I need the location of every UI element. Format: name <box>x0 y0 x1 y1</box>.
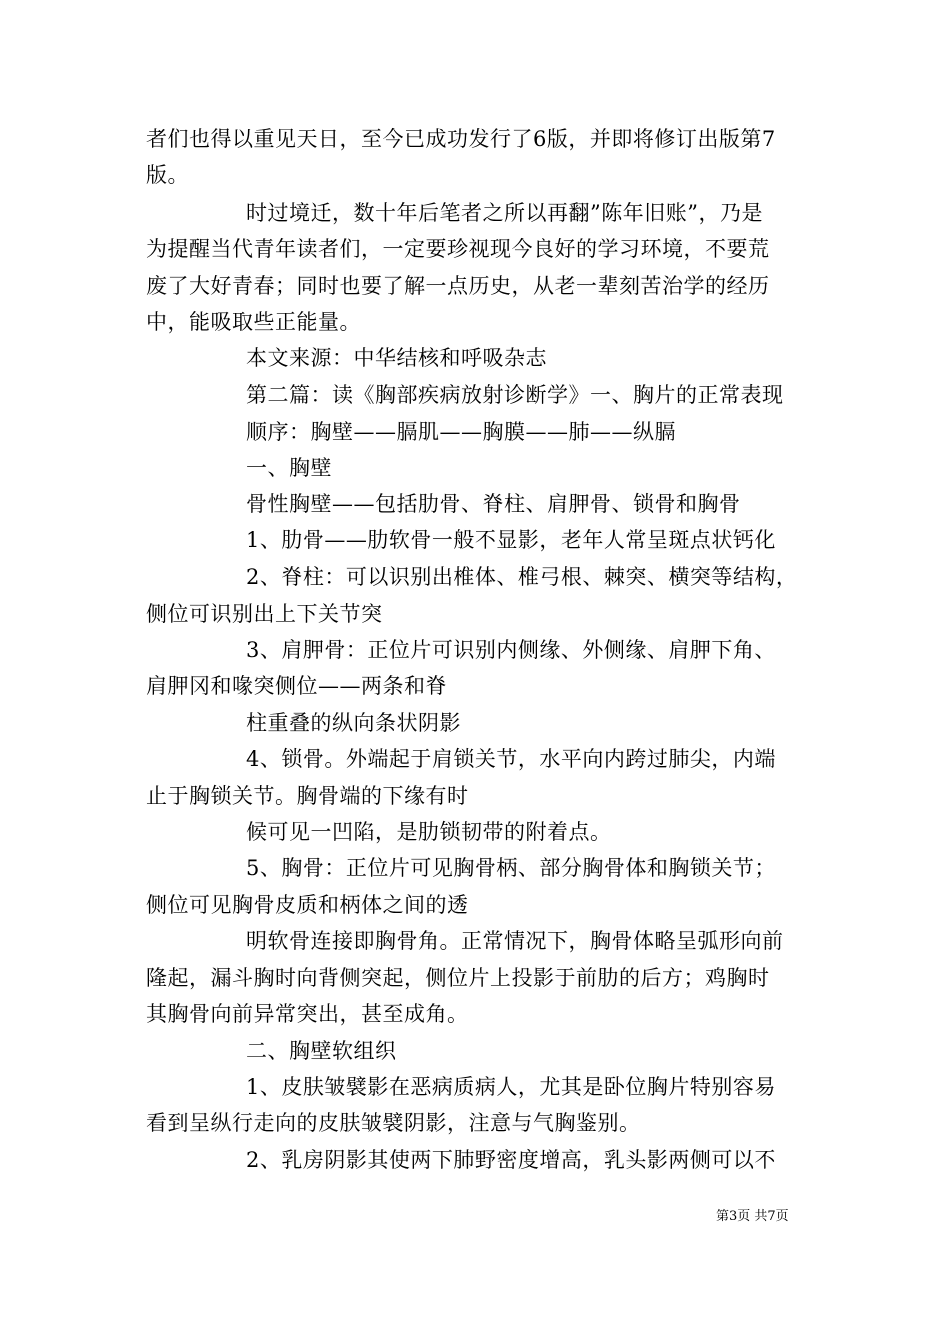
text-line: 3、肩胛骨：正位片可识别内侧缘、外侧缘、肩胛下角、 <box>246 638 776 662</box>
page-number: 第3页 共7页 <box>716 1209 789 1224</box>
text-line: 隆起，漏斗胸时向背侧突起，侧位片上投影于前肋的后方；鸡胸时 <box>146 966 770 990</box>
text-line: 止于胸锁关节。胸骨端的下缘有时 <box>146 784 469 808</box>
text-line: 废了大好青春；同时也要了解一点历史，从老一辈刻苦治学的经历 <box>146 274 770 298</box>
text-line: 为提醒当代青年读者们，一定要珍视现今良好的学习环境，不要荒 <box>146 237 770 261</box>
text-line: 明软骨连接即胸骨角。正常情况下，胸骨体略呈弧形向前 <box>246 929 784 953</box>
text-line: 骨性胸壁——包括肋骨、脊柱、肩胛骨、锁骨和胸骨 <box>246 492 741 516</box>
text-line: 其胸骨向前异常突出，甚至成角。 <box>146 1002 469 1026</box>
text-line: 1、皮肤皱襞影在恶病质病人，尤其是卧位胸片特别容易 <box>246 1075 776 1099</box>
text-line: 1、肋骨——肋软骨一般不显影，老年人常呈斑点状钙化 <box>246 528 776 552</box>
text-line: 侧位可识别出上下关节突 <box>146 602 383 626</box>
text-line: 肩胛冈和喙突侧位——两条和脊 <box>146 674 447 698</box>
text-line: 版。 <box>146 163 189 187</box>
text-line: 侧位可见胸骨皮质和柄体之间的透 <box>146 893 469 917</box>
text-line: 者们也得以重见天日，至今已成功发行了6版，并即将修订出版第7 <box>146 127 776 151</box>
section-heading: 二、胸壁软组织 <box>246 1039 397 1063</box>
chapter-heading: 第二篇：读《胸部疾病放射诊断学》一、胸片的正常表现 <box>246 383 784 407</box>
text-line: 2、乳房阴影其使两下肺野密度增高，乳头影两侧可以不 <box>246 1148 776 1172</box>
source-line: 本文来源：中华结核和呼吸杂志 <box>246 346 547 370</box>
text-line: 5、胸骨：正位片可见胸骨柄、部分胸骨体和胸锁关节； <box>246 856 776 880</box>
text-line: 看到呈纵行走向的皮肤皱襞阴影，注意与气胸鉴别。 <box>146 1111 641 1135</box>
section-heading: 一、胸壁 <box>246 456 332 480</box>
text-line: 时过境迁，数十年后笔者之所以再翻”陈年旧账”，乃是 <box>246 201 763 225</box>
text-line: 2、脊柱：可以识别出椎体、椎弓根、棘突、横突等结构， <box>246 565 798 589</box>
text-line: 顺序：胸壁——膈肌——胸膜——肺——纵膈 <box>246 420 676 444</box>
text-line: 中，能吸取些正能量。 <box>146 310 361 334</box>
text-line: 柱重叠的纵向条状阴影 <box>246 711 461 735</box>
text-line: 4、锁骨。外端起于肩锁关节，水平向内跨过肺尖，内端 <box>246 747 776 771</box>
text-line: 候可见一凹陷，是肋锁韧带的附着点。 <box>246 820 612 844</box>
